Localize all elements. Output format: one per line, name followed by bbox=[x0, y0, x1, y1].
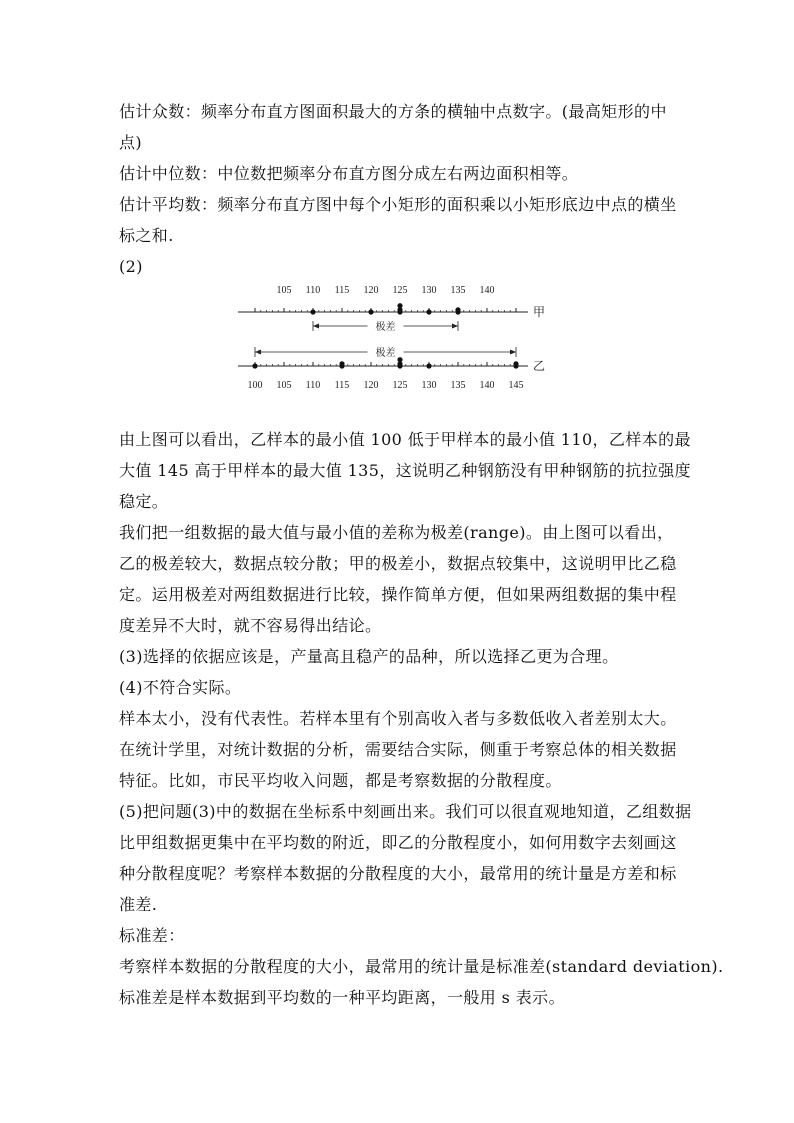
jia-data-point bbox=[310, 309, 315, 314]
jia-range-arrow-right bbox=[452, 324, 458, 329]
yi-tick-label: 130 bbox=[421, 380, 437, 391]
text-line: 比甲组数据更集中在平均数的附近，即乙的分散程度小，如何用数字去刻画这 bbox=[119, 833, 677, 852]
text-line: 估计平均数：频率分布直方图中每个小矩形的面积乘以小矩形底边中点的横坐 bbox=[119, 195, 677, 214]
yi-data-point bbox=[426, 363, 431, 368]
yi-tick-label: 125 bbox=[392, 380, 408, 391]
document-body bbox=[119, 96, 724, 1013]
paragraphs-after bbox=[119, 424, 724, 1013]
yi-range-label: 极差 bbox=[375, 348, 396, 359]
text-line: 标之和. bbox=[119, 226, 174, 245]
text-line: 由上图可以看出，乙样本的最小值 100 低于甲样本的最小值 110，乙样本的最 bbox=[119, 430, 691, 449]
yi-tick-label: 100 bbox=[247, 380, 263, 391]
yi-data-point bbox=[513, 361, 518, 366]
yi-tick-label: 140 bbox=[479, 380, 495, 391]
jia-tick-label: 130 bbox=[421, 285, 437, 296]
jia-tick-label: 115 bbox=[334, 285, 350, 296]
jia-tick-label: 125 bbox=[392, 285, 408, 296]
text-line: 乙的极差较大，数据点较分散；甲的极差小，数据点较集中，这说明甲比乙稳 bbox=[119, 554, 677, 573]
paragraphs-before bbox=[119, 96, 679, 282]
yi-data-point bbox=[339, 361, 344, 366]
jia-tick-label: 105 bbox=[276, 285, 292, 296]
yi-data-point bbox=[397, 357, 402, 362]
jia-data-point bbox=[426, 309, 431, 314]
jia-series-label: 甲 bbox=[532, 305, 546, 319]
text-line: 稳定。 bbox=[119, 492, 169, 511]
jia-tick-label: 110 bbox=[305, 285, 321, 296]
jia-range-arrow-left bbox=[313, 324, 319, 329]
yi-tick-label: 105 bbox=[276, 380, 292, 391]
text-line: 特征。比如，市民平均收入问题，都是考察数据的分散程度。 bbox=[119, 771, 562, 790]
jia-tick-label: 120 bbox=[363, 285, 379, 296]
text-line: (4)不符合实际。 bbox=[119, 678, 242, 697]
text-line: (2) bbox=[119, 257, 143, 276]
text-line: 考察样本数据的分散程度的大小，最常用的统计量是标准差(standard deviation). bbox=[119, 957, 724, 976]
jia-tick-label: 140 bbox=[479, 285, 495, 296]
text-line: 样本太小，没有代表性。若样本里有个别高收入者与多数低收入者差别太大。 bbox=[119, 709, 677, 728]
text-line: 点) bbox=[119, 133, 143, 152]
number-line-figure bbox=[119, 284, 679, 424]
text-line: 我们把一组数据的最大值与最小值的差称为极差(range)。由上图可以看出， bbox=[119, 523, 674, 542]
yi-data-point bbox=[252, 363, 257, 368]
jia-data-point bbox=[368, 309, 373, 314]
text-line: 标准差： bbox=[119, 926, 185, 945]
text-line: 估计中位数：中位数把频率分布直方图分成左右两边面积相等。 bbox=[119, 164, 579, 183]
yi-range-arrow-right bbox=[510, 350, 516, 355]
text-line: 估计众数：频率分布直方图面积最大的方条的横轴中点数字。(最高矩形的中 bbox=[119, 102, 667, 121]
text-line: 在统计学里，对统计数据的分析，需要结合实际，侧重于考察总体的相关数据 bbox=[119, 740, 677, 759]
text-line: (3)选择的依据应该是，产量高且稳产的品种，所以选择乙更为合理。 bbox=[119, 647, 619, 666]
yi-series-label: 乙 bbox=[532, 359, 546, 373]
yi-tick-label: 115 bbox=[334, 380, 350, 391]
yi-tick-label: 145 bbox=[508, 380, 524, 391]
jia-range-label: 极差 bbox=[375, 322, 396, 333]
jia-tick-label: 135 bbox=[450, 285, 466, 296]
yi-range-arrow-left bbox=[255, 350, 261, 355]
yi-tick-label: 135 bbox=[450, 380, 466, 391]
yi-tick-label: 120 bbox=[363, 380, 379, 391]
dot-plot-svg bbox=[235, 284, 555, 424]
jia-data-point bbox=[397, 303, 402, 308]
yi-tick-label: 110 bbox=[305, 380, 321, 391]
text-line: 大值 145 高于甲样本的最大值 135，这说明乙种钢筋没有甲种钢筋的抗拉强度 bbox=[119, 461, 691, 480]
text-line: 定。运用极差对两组数据进行比较，操作简单方便，但如果两组数据的集中程 bbox=[119, 585, 677, 604]
text-line: 度差异不大时，就不容易得出结论。 bbox=[119, 616, 382, 635]
text-line: 标准差是样本数据到平均数的一种平均距离，一般用 s 表示。 bbox=[119, 988, 565, 1007]
text-line: 准差. bbox=[119, 895, 158, 914]
text-line: 种分散程度呢？考察样本数据的分散程度的大小，最常用的统计量是方差和标 bbox=[119, 864, 677, 883]
text-line: (5)把问题(3)中的数据在坐标系中刻画出来。我们可以很直观地知道，乙组数据 bbox=[119, 802, 692, 821]
jia-data-point bbox=[455, 307, 460, 312]
